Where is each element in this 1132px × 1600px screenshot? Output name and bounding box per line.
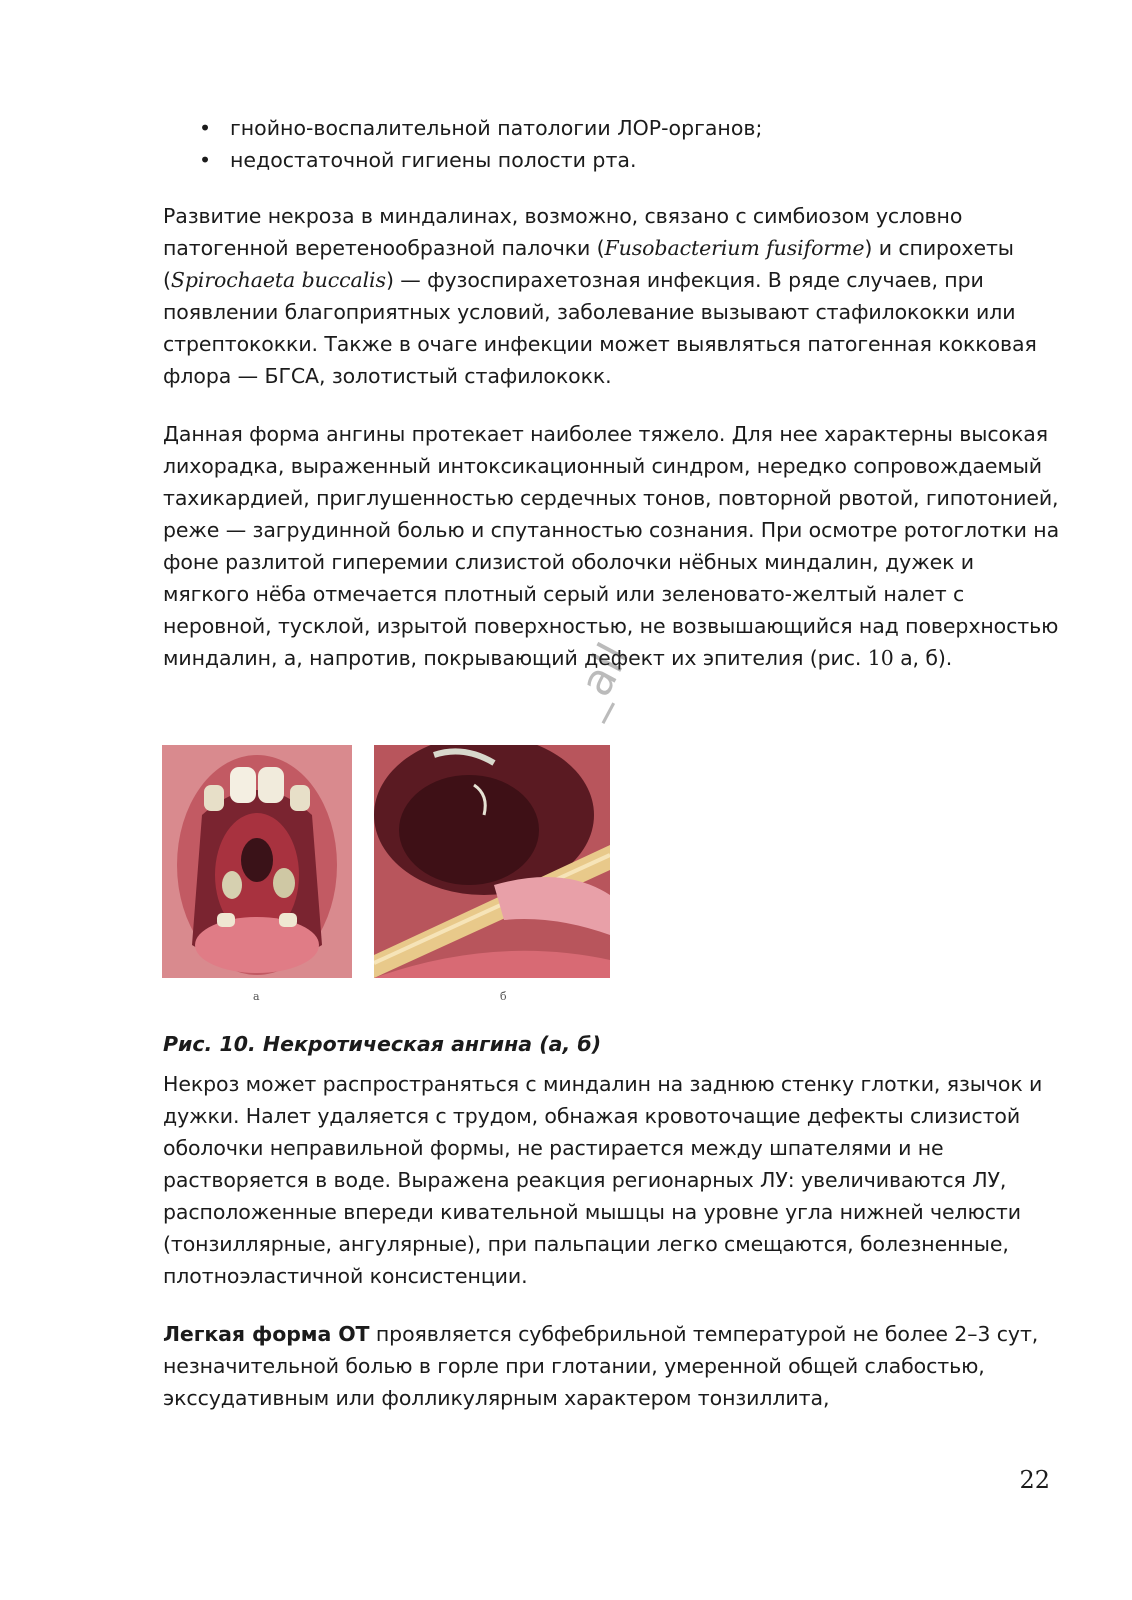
bold-term: Легкая форма ОТ (163, 1322, 370, 1346)
paragraph-mild-form: Легкая форма ОТ проявляется субфебрильной температурой не более 2–3 сут, незначительной болью в горле при глотании, умеренной общей слабостью, экссудативным или фолликулярным характером тонзиллита, (163, 1322, 1039, 1410)
figure-caption: Рис. 10. Некротическая ангина (а, б) (163, 1032, 602, 1056)
latin-term: Fusobacterium fusiforme (604, 236, 865, 260)
bullet-icon: • (199, 116, 212, 140)
watermark: _all (560, 635, 640, 724)
page-number: 22 (1019, 1466, 1050, 1494)
figure-photo-b (374, 745, 610, 978)
paragraph-clinical: Данная форма ангины протекает наиболее тяжело. Для нее характерны высокая лихорадка, выраженный интоксикационный синдром, нередко сопровождаемый тахикардией, приглушенностью сердечных тонов, повторной рвотой, гипотонией, реже — загрудинной болью и спутанностью сознания. При осмотре ротоглотки на фоне разлитой гиперемии слизистой оболочки нёбных миндалин, дужек и мягкого нёба отмечается плотный серый или зеленовато-желтый налет с неровной, тусклой, изрытой поверхностью, не возвышающийся над поверхностью миндалин, а, напротив, покрывающий дефект их эпителия (рис. 10 а, б). (163, 422, 1060, 670)
figure-reference: 10 (867, 646, 894, 670)
latin-term: Spirochaeta buccalis (170, 268, 386, 292)
figure-sublabel-a: а (253, 990, 260, 1003)
list-item: • недостаточной гигиены полости рта. (163, 144, 762, 176)
paragraph-etiology: Развитие некроза в миндалинах, возможно, связано с симбиозом условно патогенной веретенообразной палочки (Fusobacterium fusiforme) и спирохеты (Spirochaeta buccalis) — фузоспирахетозная инфекция. В ряде случаев, при появлении благоприятных условий, заболевание вызывают стафилококки или стрептококки. Также в очаге инфекции может выявляться патогенная кокковая флора — БГСА, золотистый стафилококк. (163, 204, 1037, 388)
list-item: • гнойно-воспалительной патологии ЛОР-органов; (163, 112, 762, 144)
figure-photo-a (162, 745, 352, 978)
bullet-icon: • (199, 148, 212, 172)
figure-sublabel-b: б (500, 990, 507, 1003)
paragraph-necrosis: Некроз может распространяться с миндалин на заднюю стенку глотки, язычок и дужки. Налет удаляется с трудом, обнажая кровоточащие дефекты слизистой оболочки неправильной формы, не растирается между шпателями и не растворяется в воде. Выражена реакция регионарных ЛУ: увеличиваются ЛУ, расположенные впереди кивательной мышцы на уровне угла нижней челюсти (тонзиллярные, ангулярные), при пальпации легко смещаются, болезненные, плотноэластичной консистенции. (163, 1072, 1043, 1288)
risk-factor-list (163, 112, 762, 176)
